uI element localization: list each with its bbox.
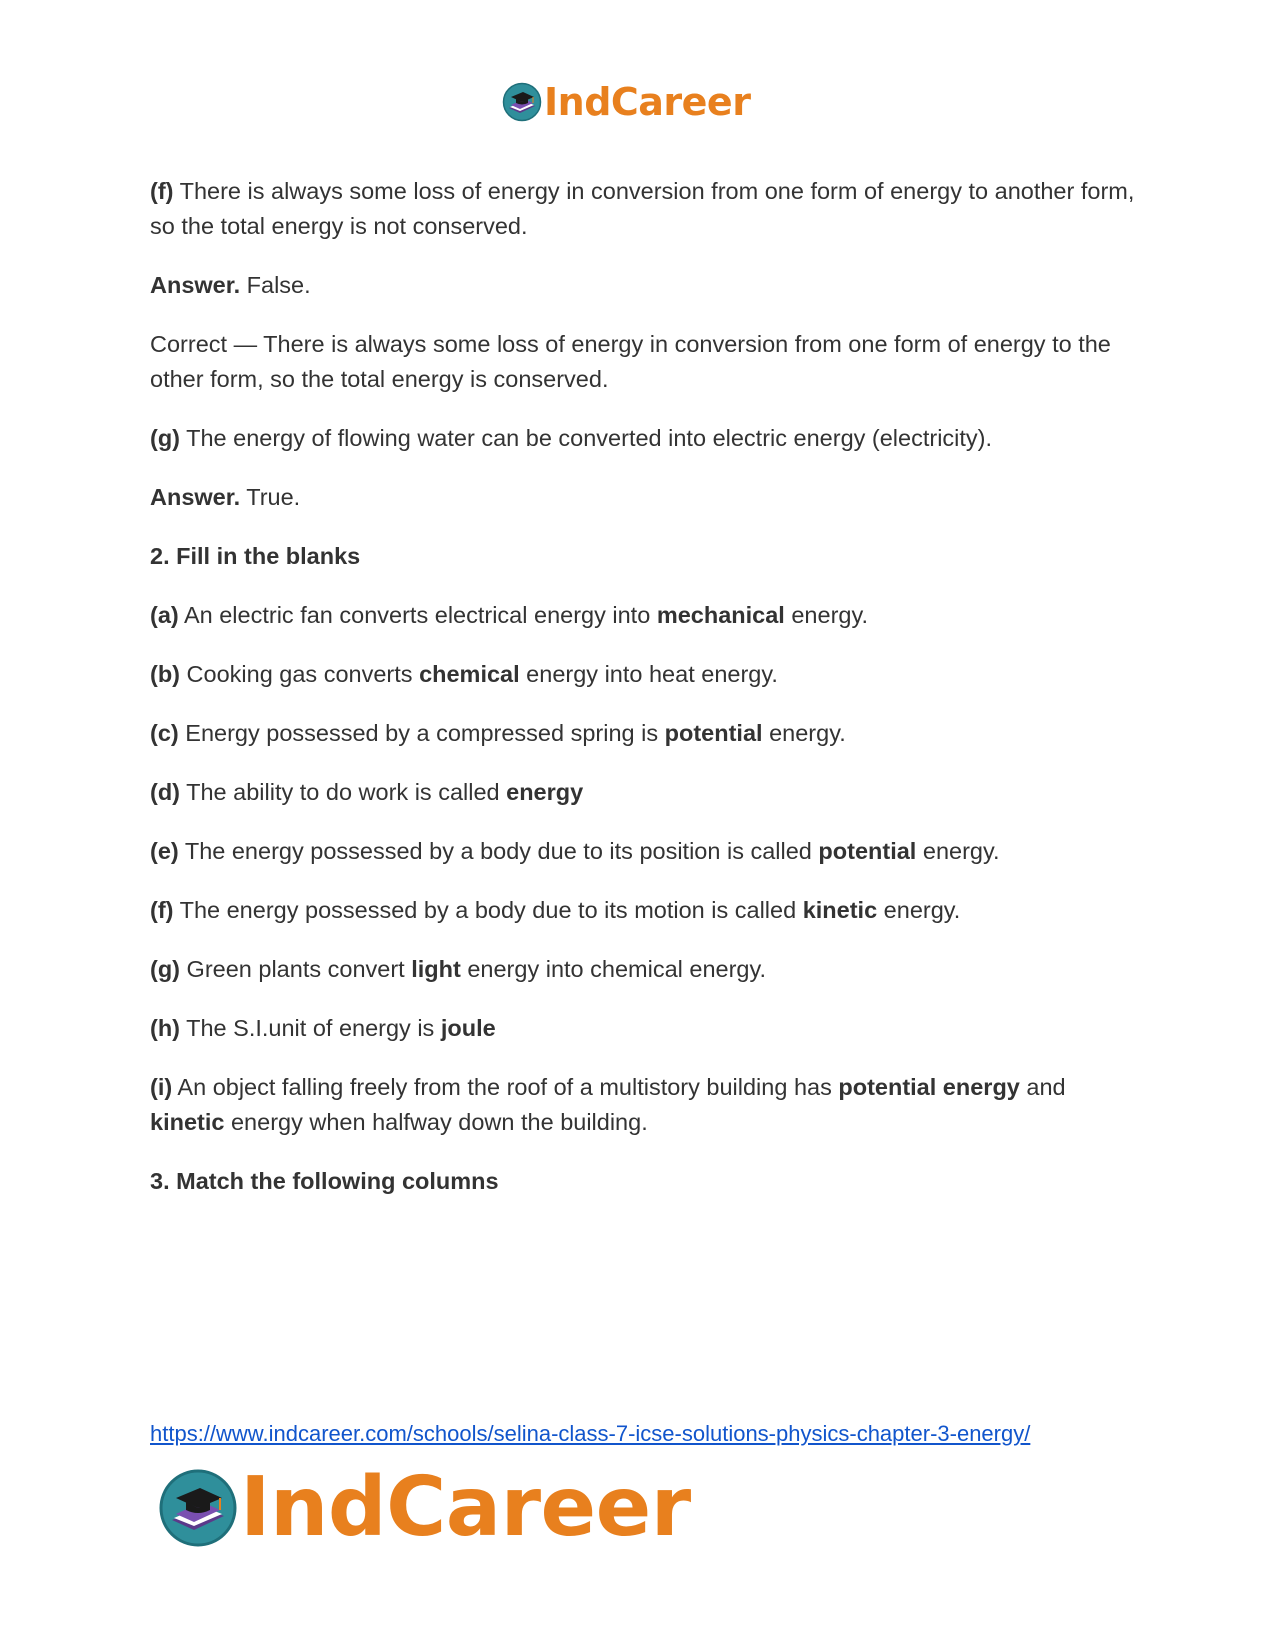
- bold-text: energy: [506, 779, 584, 805]
- section-heading: [150, 539, 1140, 574]
- paragraph: [150, 1011, 1140, 1046]
- bold-text: kinetic: [802, 897, 878, 923]
- indcareer-header-logo: [502, 80, 750, 124]
- paragraph: [150, 327, 1140, 397]
- bold-text: (e): [150, 838, 179, 864]
- text-run: Cooking gas converts: [180, 661, 420, 687]
- paragraph: [150, 480, 1140, 515]
- logo-text: IndCareer: [544, 80, 751, 124]
- text-run: energy when halfway down the building.: [224, 1109, 648, 1135]
- source-link[interactable]: https://www.indcareer.com/schools/selina-class-7-icse-solutions-physics-chapter-3-energy/: [150, 1421, 1031, 1446]
- text-run: and: [1019, 1074, 1066, 1100]
- text-run: The energy of flowing water can be converted into electric energy (electricity).: [180, 425, 993, 451]
- paragraph: [150, 1070, 1140, 1140]
- text-run: Green plants convert: [180, 956, 412, 982]
- bold-text: light: [411, 956, 461, 982]
- text-run: There is always some loss of energy in conversion from one form of energy to another form, so the total energy is not conserved.: [150, 178, 1135, 239]
- document-body: [150, 174, 1140, 1223]
- text-run: energy into heat energy.: [519, 661, 778, 687]
- bold-text: (d): [150, 779, 181, 805]
- text-run: The energy possessed by a body due to its motion is called: [173, 897, 803, 923]
- bold-text: (f): [150, 897, 174, 923]
- text-run: False.: [240, 272, 311, 298]
- text-run: The S.I.unit of energy is: [180, 1015, 441, 1041]
- paragraph: [150, 268, 1140, 303]
- bold-text: mechanical: [656, 602, 785, 628]
- text-run: The ability to do work is called: [180, 779, 507, 805]
- bold-text: (b): [150, 661, 181, 687]
- text-run: An object falling freely from the roof of a multistory building has: [172, 1074, 839, 1100]
- text-run: energy.: [877, 897, 961, 923]
- text-run: An electric fan converts electrical energy into: [178, 602, 657, 628]
- bold-text: (i): [150, 1074, 173, 1100]
- bold-text: (c): [150, 720, 179, 746]
- bold-text: (g): [150, 425, 181, 451]
- paragraph: [150, 174, 1140, 244]
- text-run: True.: [240, 484, 301, 510]
- text-run: energy.: [762, 720, 846, 746]
- text-run: energy.: [784, 602, 868, 628]
- indcareer-footer-logo: [158, 1460, 691, 1555]
- paragraph: [150, 952, 1140, 987]
- bold-text: Answer.: [150, 484, 241, 510]
- bold-text: kinetic: [150, 1109, 225, 1135]
- bold-text: 3. Match the following columns: [150, 1168, 499, 1194]
- graduation-book-icon: [502, 82, 542, 122]
- bold-text: (g): [150, 956, 181, 982]
- text-run: energy into chemical energy.: [460, 956, 767, 982]
- paragraph: [150, 834, 1140, 869]
- graduation-book-icon: [158, 1468, 238, 1548]
- section-heading: [150, 1164, 1140, 1199]
- text-run: Energy possessed by a compressed spring is: [178, 720, 665, 746]
- paragraph: [150, 775, 1140, 810]
- paragraph: [150, 893, 1140, 928]
- bold-text: potential energy: [838, 1074, 1020, 1100]
- logo-text: IndCareer: [240, 1460, 691, 1555]
- bold-text: potential: [664, 720, 763, 746]
- text-run: Correct — There is always some loss of energy in conversion from one form of energy to the other form, so the total energy is conserved.: [150, 331, 1111, 392]
- paragraph: [150, 716, 1140, 751]
- bold-text: (f): [150, 178, 174, 204]
- paragraph: [150, 598, 1140, 633]
- bold-text: (h): [150, 1015, 181, 1041]
- bold-text: 2. Fill in the blanks: [150, 543, 361, 569]
- bold-text: (a): [150, 602, 179, 628]
- text-run: energy.: [916, 838, 1000, 864]
- paragraph: [150, 421, 1140, 456]
- text-run: The energy possessed by a body due to its position is called: [178, 838, 819, 864]
- bold-text: Answer.: [150, 272, 241, 298]
- bold-text: joule: [440, 1015, 496, 1041]
- paragraph: [150, 657, 1140, 692]
- bold-text: chemical: [419, 661, 520, 687]
- bold-text: potential: [818, 838, 917, 864]
